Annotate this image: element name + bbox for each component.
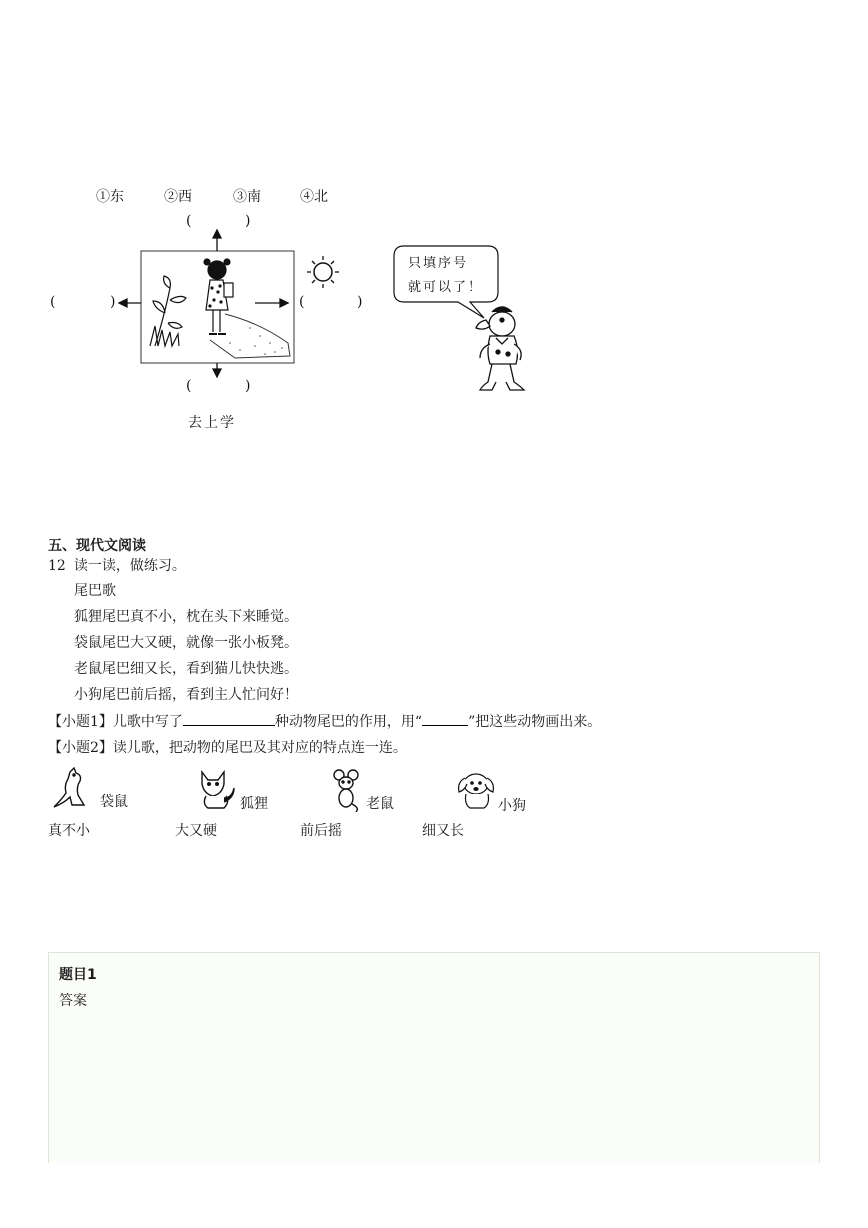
subquestion-1-label: 【小题1】: [48, 714, 113, 730]
blank-left-close: ): [110, 294, 116, 310]
girl-icon: [204, 259, 233, 334]
sun-icon: [304, 254, 344, 290]
trait-item[interactable]: 细又长: [422, 823, 464, 839]
blank-right-open: (: [299, 294, 305, 310]
question-prompt: 读一读，做练习。: [73, 558, 186, 574]
blank-top-close: ): [245, 213, 251, 229]
road-path: [210, 314, 290, 358]
answer-panel: [48, 952, 820, 1163]
option-west: ②西: [164, 189, 192, 205]
blank-left-open: (: [50, 294, 56, 310]
trait-item[interactable]: 大又硬: [175, 823, 217, 839]
subquestion-1-text-c: ”把这些动物画出来。: [468, 714, 602, 730]
answer-blank-mark[interactable]: [422, 711, 468, 726]
animal-kangaroo: 袋鼠: [100, 794, 128, 810]
blank-top-open: (: [186, 213, 192, 229]
poem-line: 老鼠尾巴细又长，看到猫儿快快逃。: [74, 661, 298, 677]
option-north: ④北: [300, 189, 328, 205]
poem-line: 狐狸尾巴真不小，枕在头下来睡觉。: [74, 609, 298, 625]
fox-icon: [194, 768, 238, 810]
blank-bottom-close: ): [245, 378, 251, 394]
question-number: 12: [48, 558, 66, 574]
section-title: 五、现代文阅读: [48, 538, 146, 554]
kangaroo-icon: [52, 766, 96, 810]
blank-bottom-open: (: [186, 378, 192, 394]
direction-diagram: [110, 228, 310, 378]
animal-puppy: 小狗: [498, 798, 526, 814]
duck-icon: [472, 302, 532, 394]
subquestion-2: [48, 737, 407, 757]
poem-title: 尾巴歌: [74, 583, 116, 599]
subquestion-1: [48, 711, 601, 731]
option-south: ③南: [233, 189, 261, 205]
poem-line: 小狗尾巴前后摇，看到主人忙问好！: [74, 687, 298, 703]
answer-title: 题目1: [59, 967, 97, 983]
subquestion-2-label: 【小题2】: [48, 740, 113, 756]
speech-line-1: 只填序号: [408, 256, 469, 271]
figure-caption: 去上学: [188, 415, 236, 431]
animal-mouse: 老鼠: [366, 796, 394, 812]
puppy-icon: [456, 770, 498, 810]
question-line: [48, 555, 186, 575]
mouse-icon: [330, 768, 364, 812]
answer-label: 答案: [59, 993, 87, 1009]
blank-right-close: ): [357, 294, 363, 310]
trait-item[interactable]: 真不小: [48, 823, 90, 839]
answer-blank-count[interactable]: [183, 711, 275, 726]
speech-line-2: 就可以了！: [408, 280, 484, 295]
option-east: ①东: [96, 189, 124, 205]
subquestion-2-text: 读儿歌，把动物的尾巴及其对应的特点连一连。: [112, 740, 407, 756]
subquestion-1-text-b: 种动物尾巴的作用，用“: [274, 714, 423, 730]
poem-line: 袋鼠尾巴大又硬，就像一张小板凳。: [74, 635, 298, 651]
trait-item[interactable]: 前后摇: [300, 823, 342, 839]
bush-icon: [150, 276, 186, 346]
animal-fox: 狐狸: [240, 796, 268, 812]
subquestion-1-text-a: 儿歌中写了: [112, 714, 183, 730]
